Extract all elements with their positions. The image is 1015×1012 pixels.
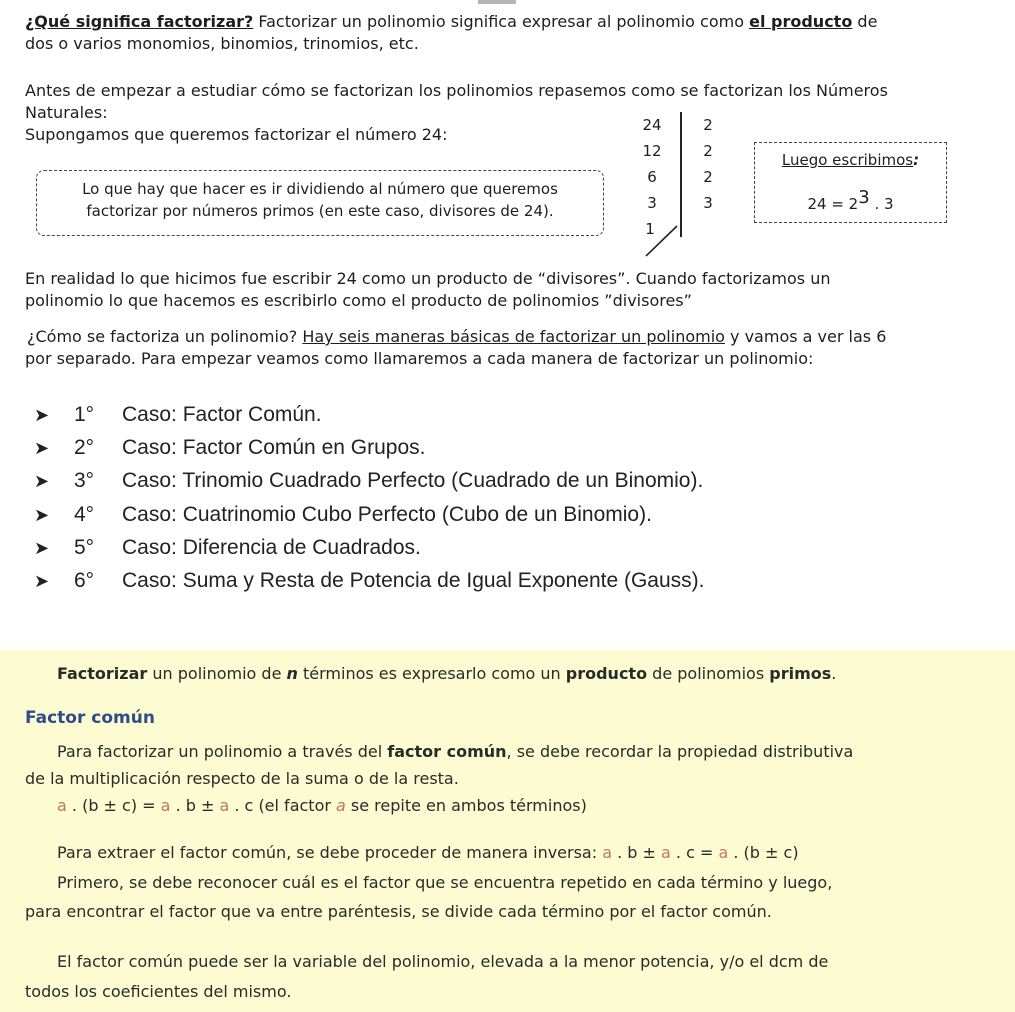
hint-box [36, 170, 604, 236]
divisor: 2 [703, 116, 713, 134]
case-item: ➤ 5° Caso: Diferencia de Cuadrados. [34, 536, 421, 559]
case-item: ➤ 3° Caso: Trinomio Cuadrado Perfecto (Cuadrado de un Binomio). [34, 469, 704, 492]
result-expression: $24 = 2^3$ . 3 [807, 187, 894, 213]
p4-line-1: El factor común puede ser la variable del polinomio, elevada a la menor potencia, y/o el dcm de [57, 952, 829, 971]
dividend: 6 [647, 168, 657, 186]
result-label: Luego escribimos: [781, 151, 920, 169]
para2-line-1: Antes de empezar a estudiar cómo se factorizan los polinomios repasemos como se factorizan los Números [25, 81, 888, 100]
case-item: ➤ 1° Caso: Factor Común. [34, 403, 322, 426]
p2-line: Para extraer el factor común, se debe proceder de manera inversa: a . b ± a . c = a . (b ± c) [57, 843, 799, 862]
arrow-bullet-icon: ➤ [34, 471, 50, 491]
intro-line-1: ¿Qué significa factorizar? Factorizar un polinomio significa expresar al polinomio como el producto de [25, 12, 878, 31]
definition-line: Factorizar un polinomio de n términos es expresarlo como un producto de polinomios primos. [57, 664, 837, 683]
p4-line-2: todos los coeficientes del mismo. [25, 982, 292, 1001]
arrow-bullet-icon: ➤ [34, 505, 50, 525]
division-slash [640, 222, 680, 258]
case-item: ➤ 6° Caso: Suma y Resta de Potencia de Igual Exponente (Gauss). [34, 569, 705, 592]
case-item: ➤ 4° Caso: Cuatrinomio Cubo Perfecto (Cubo de un Binomio). [34, 503, 652, 526]
dividend: 12 [642, 142, 662, 160]
hint-line-2: factorizar por números primos (en este caso, divisores de 24). [86, 202, 554, 220]
divisor: 2 [703, 142, 713, 160]
p3-line-2: para encontrar el factor que va entre paréntesis, se divide cada término por el factor común. [25, 902, 772, 921]
para4-line-2: por separado. Para empezar veamos como llamaremos a cada manera de factorizar un polinomio: [25, 349, 814, 368]
dividend: 1 [645, 220, 655, 238]
dividend: 24 [642, 116, 662, 134]
p1-line-2: de la multiplicación respecto de la suma o de la resta. [25, 769, 459, 788]
formula-distributive: a . (b ± c) = a . b ± a . c (el factor a se repite en ambos términos) [57, 796, 587, 815]
intro-question: ¿Qué significa factorizar? [25, 12, 254, 31]
section-title: Factor común [25, 708, 155, 728]
intro-line-2: dos o varios monomios, binomios, trinomios, etc. [25, 34, 419, 53]
para3-line-1: En realidad lo que hicimos fue escribir 24 como un producto de “divisores”. Cuando factorizamos un [25, 269, 831, 288]
para2-line-3: Supongamos que queremos factorizar el número 24: [25, 125, 448, 144]
division-bar [680, 112, 682, 237]
para2-line-2: Naturales: [25, 103, 108, 122]
result-box [754, 142, 947, 223]
arrow-bullet-icon: ➤ [34, 405, 50, 425]
case-item: ➤ 2° Caso: Factor Común en Grupos. [34, 436, 426, 459]
arrow-bullet-icon: ➤ [34, 538, 50, 558]
p1-line-1: Para factorizar un polinomio a través del factor común, se debe recordar la propiedad distributiva [57, 742, 854, 761]
arrow-bullet-icon: ➤ [34, 571, 50, 591]
top-tab-marker [478, 0, 516, 4]
para4-line-1: ¿Cómo se factoriza un polinomio? Hay seis maneras básicas de factorizar un polinomio y vamos a ver las 6 [27, 327, 887, 346]
divisor: 2 [703, 168, 713, 186]
arrow-bullet-icon: ➤ [34, 438, 50, 458]
para3-line-2: polinomio lo que hacemos es escribirlo como el producto de polinomios ”divisores” [25, 291, 692, 310]
hint-line-1: Lo que hay que hacer es ir dividiendo al número que queremos [82, 180, 558, 198]
divisor: 3 [703, 194, 713, 212]
dividend: 3 [647, 194, 657, 212]
p3-line-1: Primero, se debe reconocer cuál es el factor que se encuentra repetido en cada término y luego, [57, 873, 833, 892]
